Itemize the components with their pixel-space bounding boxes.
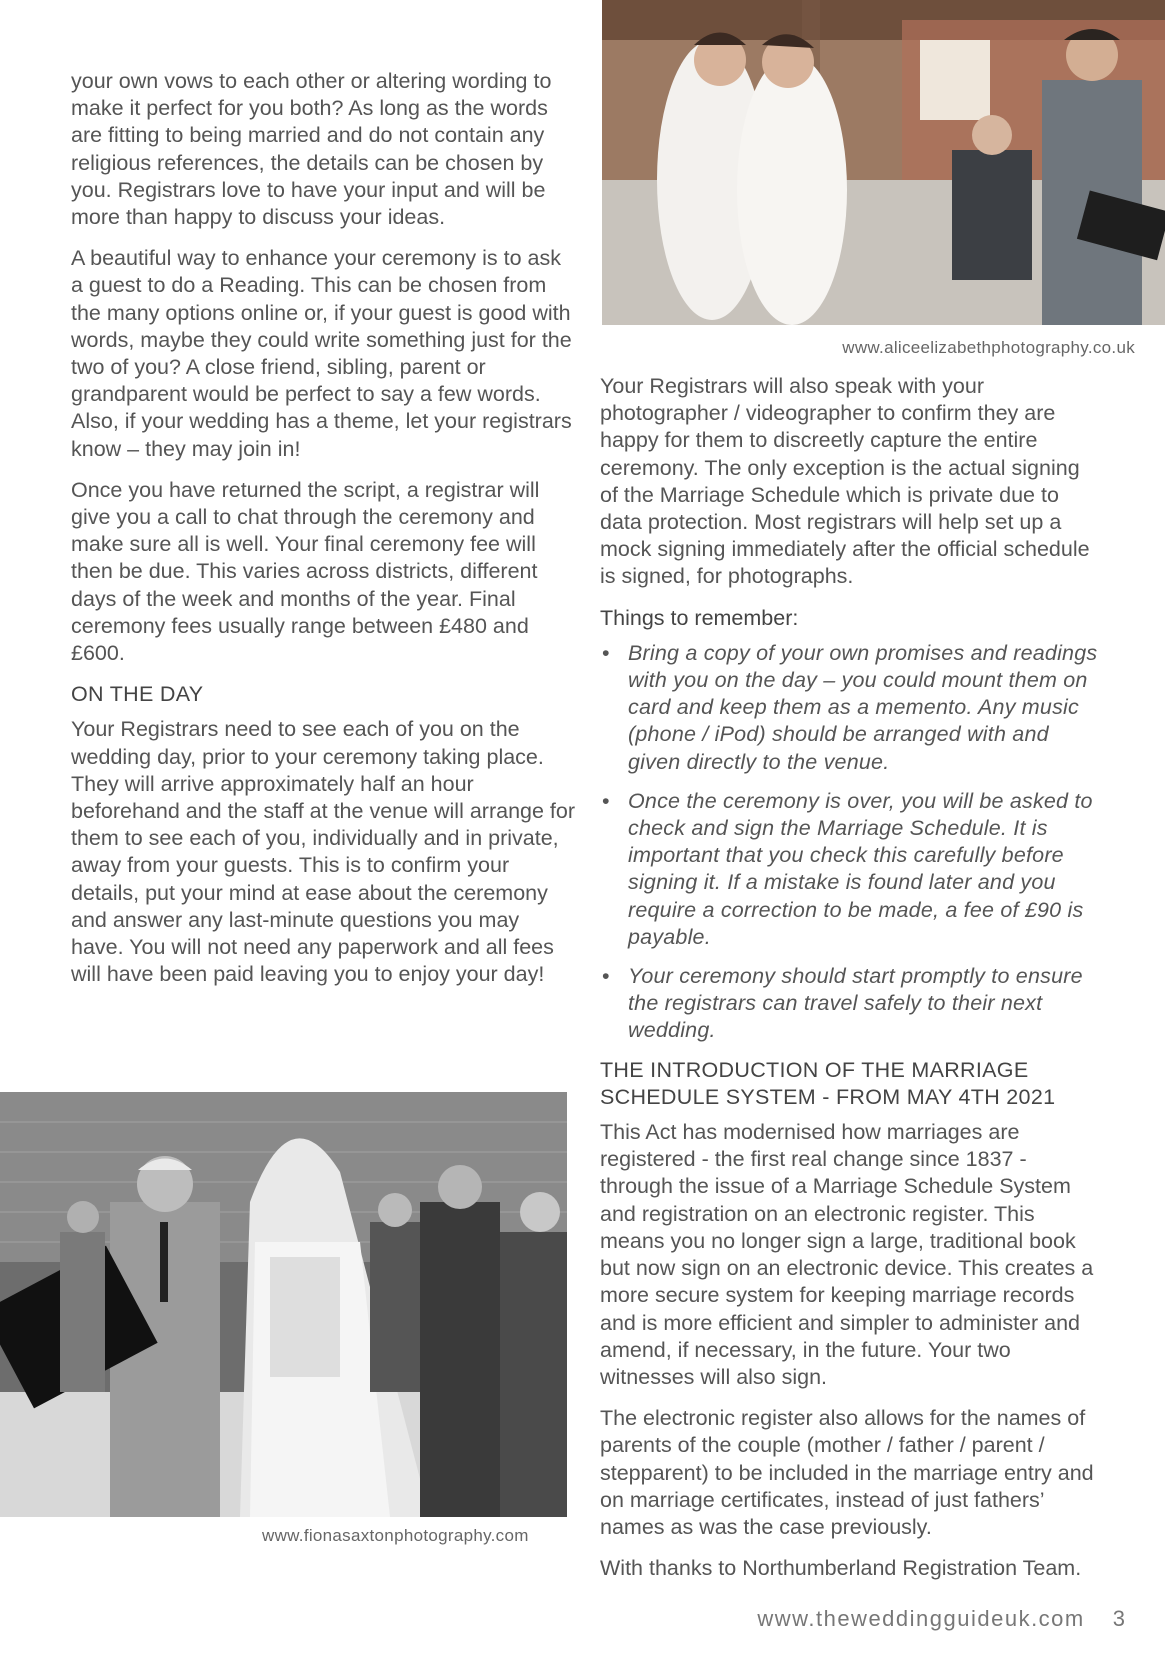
list-item bbox=[600, 640, 1100, 776]
bullet-icon: • bbox=[602, 788, 610, 813]
paragraph-on-the-day: Your Registrars need to see each of you on the wedding day, prior to your ceremony taking place. They will arrive approximately half an hour beforehand and the staff at the venue will arrange for them to see each of you, individually and in private, away from your guests. This is to confirm your details, put your mind at ease about the ceremony and answer any last-minute questions you may have. You will not need any paperwork and all fees will have been paid leaving you to enjoy your day! bbox=[71, 717, 576, 987]
paragraph-act: This Act has modernised how marriages are registered - the first real change since 1837 - through the issue of a Marriage Schedule System and registration on an electronic register. This means you no longer sign a large, traditional book but now sign on an electronic device. This creates a more secure system for keeping marriage records and is more efficient and simpler to administer and amend, if necessary, in the future. Your two witnesses will also sign. bbox=[600, 1120, 1094, 1389]
ceremony-photo-aisle bbox=[0, 1092, 567, 1517]
paragraph-photographer: Your Registrars will also speak with your photographer / videographer to confirm they are happy for them to discreetly capture the entire ceremony. The only exception is the actual signing of the Marriage Schedule which is private due to data protection. Most registrars will help set up a mock signing immediately after the official schedule is signed, for photographs. bbox=[600, 374, 1090, 589]
photo-credit-bottom: www.fionasaxtonphotography.com bbox=[262, 1526, 529, 1545]
paragraph-electronic-register: The electronic register also allows for the names of parents of the couple (mother / father / parent / stepparent) to be included in the marriage entry and on marriage certificates, instead of just fathers’ names as was the case previously. bbox=[600, 1406, 1094, 1539]
heading-marriage-schedule: THE INTRODUCTION OF THE MARRIAGE SCHEDULE SYSTEM - FROM MAY 4TH 2021 bbox=[600, 1057, 1056, 1109]
list-item bbox=[600, 963, 1100, 1045]
things-to-remember-list bbox=[600, 640, 1100, 1045]
right-column bbox=[600, 373, 1100, 1596]
list-item bbox=[600, 788, 1100, 951]
heading-things-to-remember: Things to remember: bbox=[600, 605, 799, 630]
paragraph-thanks: With thanks to Northumberland Registration Team. bbox=[600, 1556, 1082, 1581]
paragraph-reading: A beautiful way to enhance your ceremony is to ask a guest to do a Reading. This can be chosen from the many options online or, if your guest is good with words, maybe they could write something just for the two of you? A close friend, sibling, parent or grandparent would be perfect to say a few words. Also, if your wedding has a theme, let your registrars know – they may join in! bbox=[71, 246, 572, 461]
list-item-text: Your ceremony should start promptly to ensure the registrars can travel safely to their next wedding. bbox=[628, 964, 1083, 1043]
list-item-text: Once the ceremony is over, you will be asked to check and sign the Marriage Schedule. It is important that you check this carefully before signing it. If a mistake is found later and you require a correction to be made, a fee of £90 is payable. bbox=[628, 788, 1093, 949]
paragraph-script-fees: Once you have returned the script, a registrar will give you a call to chat through the ceremony and make sure all is well. Your final ceremony fee will then be due. This varies across districts, different days of the week and months of the year. Final ceremony fees usually range between £480 and £600. bbox=[71, 477, 540, 666]
page-footer bbox=[757, 1606, 1125, 1632]
paragraph-vows: your own vows to each other or altering wording to make it perfect for you both? As long as the words are fitting to being married and do not contain any religious references, the details can be chosen by you. Registrars love to have your input and will be more than happy to discuss your ideas. bbox=[71, 69, 552, 230]
list-item-text: Bring a copy of your own promises and readings with you on the day – you could mount them on card and keep them as a memento. Any music (phone / iPod) should be arranged with and given directly to the venue. bbox=[628, 640, 1098, 774]
bullet-icon: • bbox=[602, 964, 610, 989]
photo-credit-top: www.aliceelizabethphotography.co.uk bbox=[842, 338, 1135, 357]
left-column bbox=[71, 68, 576, 1003]
ceremony-photo-couple bbox=[602, 0, 1165, 325]
footer-website: www.theweddingguideuk.com bbox=[757, 1606, 1085, 1631]
bullet-icon: • bbox=[602, 640, 610, 665]
page-number: 3 bbox=[1112, 1606, 1125, 1631]
heading-on-the-day: ON THE DAY bbox=[71, 682, 204, 707]
